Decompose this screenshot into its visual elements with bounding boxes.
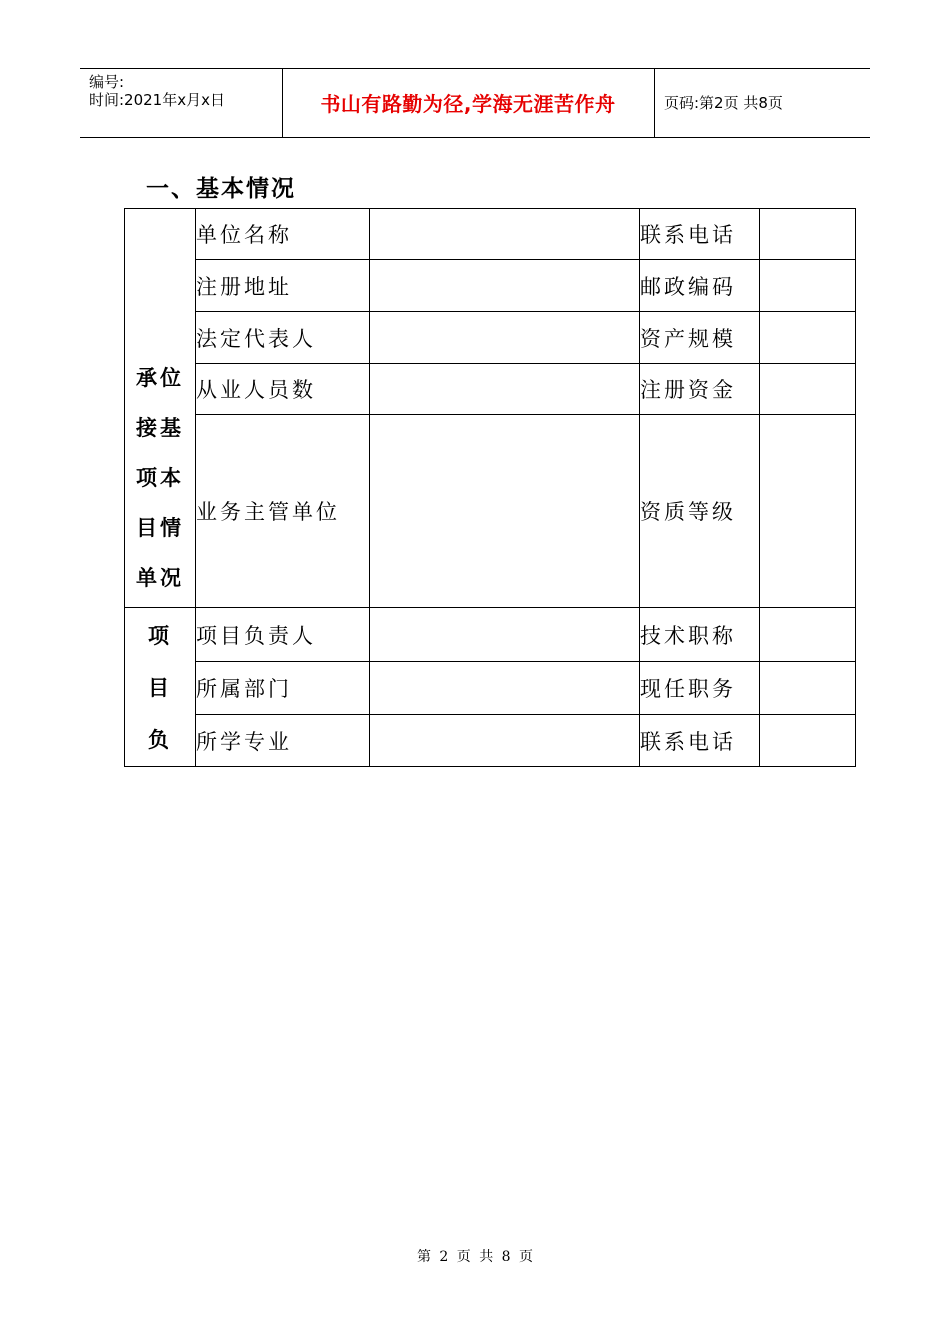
field-value[interactable] bbox=[370, 662, 640, 715]
field-label: 技术职称 bbox=[640, 608, 760, 662]
number-label: 编号: bbox=[89, 73, 125, 91]
field-value[interactable] bbox=[370, 260, 640, 312]
table-row bbox=[125, 364, 856, 415]
group-line: 项本 bbox=[136, 465, 184, 490]
field-value[interactable] bbox=[760, 209, 856, 260]
basic-info-table bbox=[124, 208, 856, 767]
field-label: 业务主管单位 bbox=[196, 415, 370, 608]
field-label: 所属部门 bbox=[196, 662, 370, 715]
group-line: 目 bbox=[148, 675, 172, 700]
table-row bbox=[125, 260, 856, 312]
field-value[interactable] bbox=[370, 715, 640, 767]
motto-text: 书山有路勤为径,学海无涯苦作舟 bbox=[320, 92, 616, 116]
field-value[interactable] bbox=[760, 364, 856, 415]
field-value[interactable] bbox=[370, 209, 640, 260]
field-label: 所学专业 bbox=[196, 715, 370, 767]
header-page-cell bbox=[655, 69, 870, 137]
field-label: 联系电话 bbox=[640, 715, 760, 767]
table-row bbox=[125, 715, 856, 767]
table-row bbox=[125, 662, 856, 715]
table-row bbox=[125, 312, 856, 364]
field-label: 资质等级 bbox=[640, 415, 760, 608]
header-motto-cell bbox=[282, 69, 655, 137]
field-label: 现任职务 bbox=[640, 662, 760, 715]
group-line: 目情 bbox=[136, 515, 184, 540]
field-label: 项目负责人 bbox=[196, 608, 370, 662]
field-label: 联系电话 bbox=[640, 209, 760, 260]
field-value[interactable] bbox=[370, 312, 640, 364]
header-meta-cell bbox=[80, 69, 283, 137]
group-line: 单况 bbox=[136, 565, 184, 590]
field-value[interactable] bbox=[760, 415, 856, 608]
field-value[interactable] bbox=[760, 662, 856, 715]
table-row bbox=[125, 608, 856, 662]
field-label: 资产规模 bbox=[640, 312, 760, 364]
group-header-contractor bbox=[125, 209, 196, 608]
field-label: 邮政编码 bbox=[640, 260, 760, 312]
group-line: 接基 bbox=[136, 415, 184, 440]
field-value[interactable] bbox=[760, 312, 856, 364]
field-label: 从业人员数 bbox=[196, 364, 370, 415]
time-label: 时间:2021年x月x日 bbox=[89, 91, 225, 109]
field-label: 注册地址 bbox=[196, 260, 370, 312]
field-label: 单位名称 bbox=[196, 209, 370, 260]
table-row bbox=[125, 209, 856, 260]
page-footer: 第 2 页 共 8 页 bbox=[416, 1249, 534, 1265]
field-value[interactable] bbox=[760, 715, 856, 767]
table-row bbox=[125, 415, 856, 608]
field-value[interactable] bbox=[760, 608, 856, 662]
field-value[interactable] bbox=[370, 608, 640, 662]
group-line: 项 bbox=[148, 623, 172, 648]
field-value[interactable] bbox=[370, 415, 640, 608]
section-title: 一、基本情况 bbox=[146, 175, 296, 202]
group-line: 承位 bbox=[136, 365, 184, 390]
field-value[interactable] bbox=[760, 260, 856, 312]
group-header-project-lead bbox=[125, 608, 196, 767]
field-value[interactable] bbox=[370, 364, 640, 415]
group-line: 负 bbox=[148, 727, 172, 752]
field-label: 法定代表人 bbox=[196, 312, 370, 364]
document-header bbox=[80, 68, 870, 138]
page-info: 页码:第2页 共8页 bbox=[664, 94, 783, 112]
field-label: 注册资金 bbox=[640, 364, 760, 415]
